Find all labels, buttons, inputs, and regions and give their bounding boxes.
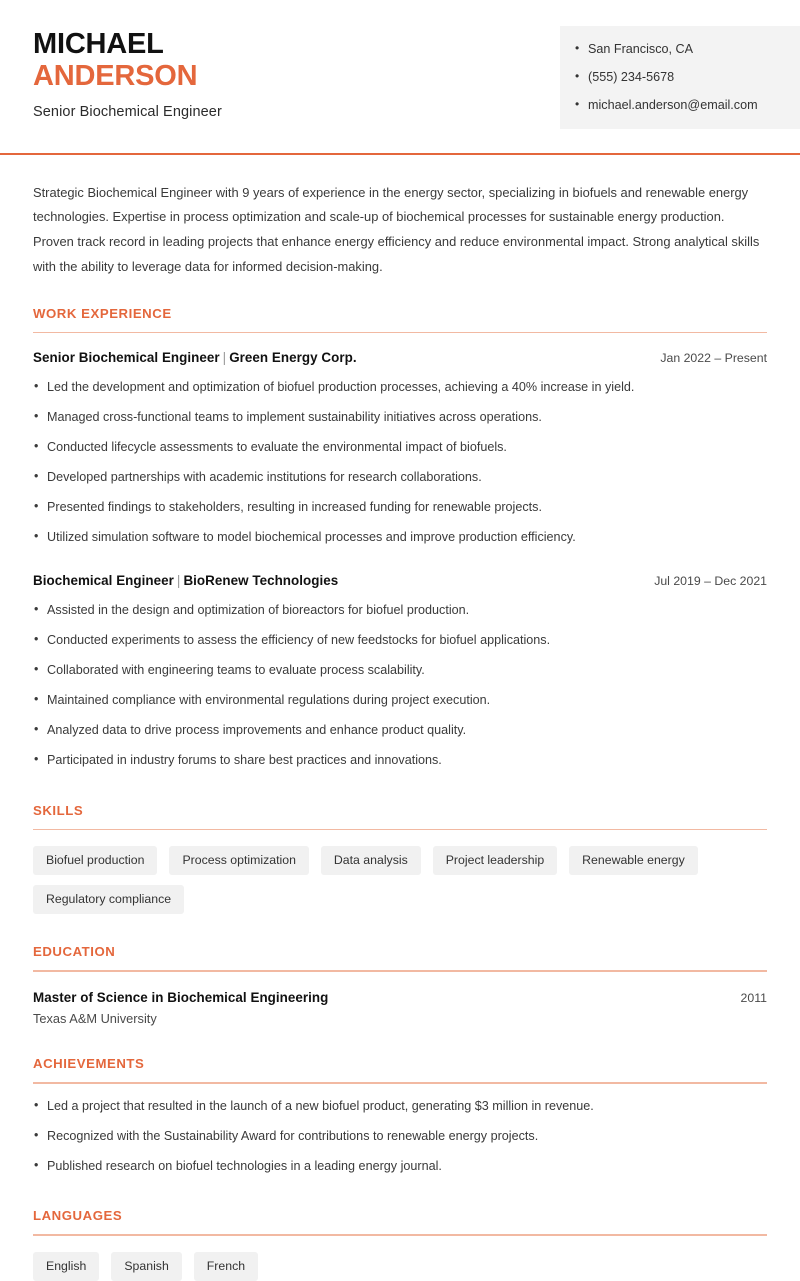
section-title-work-experience: WORK EXPERIENCE <box>33 305 172 321</box>
experience-entry <box>33 573 767 771</box>
skill-chip: Biofuel production <box>33 846 157 875</box>
language-chip: Spanish <box>111 1252 181 1281</box>
list-item: • Presented findings to stakeholders, resulting in increased funding for renewable projects. <box>33 498 767 518</box>
list-item: • Utilized simulation software to model biochemical processes and improve production efficiency. <box>33 528 767 548</box>
section-divider <box>33 332 767 334</box>
list-item: • Published research on biofuel technologies in a leading energy journal. <box>33 1157 767 1177</box>
list-item: • Collaborated with engineering teams to evaluate process scalability. <box>33 661 767 681</box>
languages-chip-list <box>33 1252 767 1281</box>
resume-body <box>0 181 800 1281</box>
list-item: • Managed cross-functional teams to implement sustainability initiatives across operations. <box>33 408 767 428</box>
experience-entry-title <box>33 573 338 588</box>
experience-entry <box>33 350 767 548</box>
experience-date: Jan 2022 – Present <box>660 351 767 366</box>
contact-item-phone[interactable]: • (555) 234-5678 <box>574 68 784 87</box>
experience-company: BioRenew Technologies <box>183 572 339 588</box>
education-school: Texas A&M University <box>33 1010 157 1026</box>
experience-company: Green Energy Corp. <box>229 350 357 366</box>
education-entry-header <box>33 990 767 1005</box>
skill-chip: Regulatory compliance <box>33 885 184 914</box>
list-item: • Developed partnerships with academic institutions for research collaborations. <box>33 468 767 488</box>
section-divider <box>33 970 767 972</box>
professional-summary: Strategic Biochemical Engineer with 9 years of experience in the energy sector, specializing in biofuels and renewable energy technologies. Expertise in process optimization and scale-up of biochemical processes for sustainable energy production. Proven track record in leading projects that enhance energy efficiency and reduce environmental impact. Strong analytical skills with the ability to leverage data for informed decision-making. <box>33 184 760 274</box>
education-degree: Master of Science in Biochemical Engineering <box>33 989 329 1005</box>
list-item: • Analyzed data to drive process improvements and enhance product quality. <box>33 721 767 741</box>
skill-chip: Renewable energy <box>569 846 698 875</box>
job-title: Senior Biochemical Engineer <box>33 103 222 120</box>
experience-entry-header <box>33 350 767 365</box>
experience-bullets <box>33 601 767 771</box>
section-title-education: EDUCATION <box>33 944 116 960</box>
language-chip: English <box>33 1252 99 1281</box>
experience-entry-header <box>33 573 767 588</box>
experience-role: Senior Biochemical Engineer <box>33 350 220 366</box>
experience-entry-title <box>33 350 357 365</box>
list-item: • Assisted in the design and optimization of bioreactors for biofuel production. <box>33 601 767 621</box>
list-item: • Maintained compliance with environmental regulations during project execution. <box>33 691 767 711</box>
achievements-bullets <box>33 1097 767 1177</box>
section-skills <box>33 803 767 915</box>
section-divider <box>33 1082 767 1084</box>
section-achievements <box>33 1056 767 1176</box>
list-item: • Conducted experiments to assess the efficiency of new feedstocks for biofuel applications. <box>33 631 767 651</box>
contact-item-email[interactable]: • michael.anderson@email.com <box>574 96 784 115</box>
section-divider <box>33 1234 767 1236</box>
contact-item-location: • San Francisco, CA <box>574 40 784 59</box>
list-item: • Participated in industry forums to share best practices and innovations. <box>33 751 767 771</box>
education-date: 2011 <box>740 990 767 1005</box>
skill-chip: Project leadership <box>433 846 557 875</box>
title-separator: | <box>176 572 181 588</box>
section-languages <box>33 1208 767 1281</box>
section-work-experience <box>33 306 767 771</box>
experience-bullets <box>33 378 767 548</box>
experience-date: Jul 2019 – Dec 2021 <box>654 573 767 588</box>
title-separator: | <box>222 350 227 366</box>
skills-chip-list <box>33 846 767 914</box>
skill-chip: Data analysis <box>321 846 421 875</box>
list-item: • Recognized with the Sustainability Award for contributions to renewable energy projects. <box>33 1127 767 1147</box>
section-title-achievements: ACHIEVEMENTS <box>33 1055 145 1071</box>
experience-role: Biochemical Engineer <box>33 572 174 588</box>
education-entry <box>33 990 767 1026</box>
header-divider <box>0 153 800 155</box>
list-item: • Led the development and optimization of biofuel production processes, achieving a 40% increase in yield. <box>33 378 767 398</box>
list-item: • Conducted lifecycle assessments to evaluate the environmental impact of biofuels. <box>33 438 767 458</box>
header-identity <box>0 22 222 120</box>
contact-list <box>574 40 784 115</box>
skill-chip: Process optimization <box>169 846 308 875</box>
language-chip: French <box>194 1252 258 1281</box>
resume-header <box>0 0 800 129</box>
section-title-languages: LANGUAGES <box>33 1208 123 1224</box>
section-education <box>33 944 767 1026</box>
first-name: MICHAEL <box>33 28 164 60</box>
section-divider <box>33 829 767 831</box>
list-item: • Led a project that resulted in the launch of a new biofuel product, generating $3 million in revenue. <box>33 1097 767 1117</box>
last-name: ANDERSON <box>33 60 198 93</box>
contact-box <box>560 26 800 129</box>
section-title-skills: SKILLS <box>33 802 84 818</box>
